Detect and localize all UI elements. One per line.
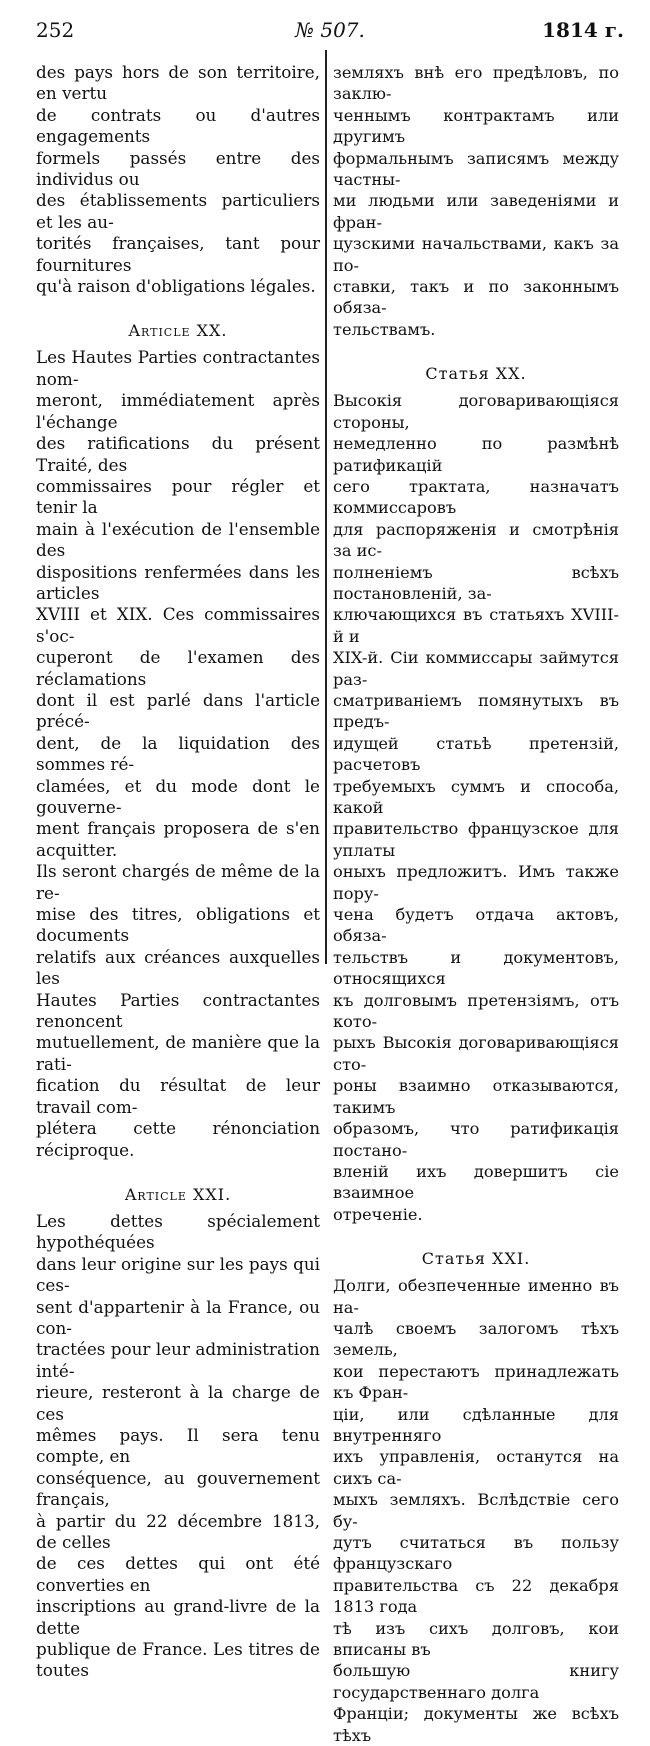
russian-article-21-heading: Статья XXI. [421, 1249, 531, 1269]
year: 1814 г. [542, 18, 624, 42]
document-number: № 507. [295, 18, 365, 42]
russian-article-20-body: Высокія договаривающіяся стороны, немедленно по размѣнѣ ратификацій сего трактата, назначатъ коммиссаровъ для распоряженія и смотрѣнія за ис- полненіемъ всѣхъ постановленій, за- ключающихся въ статьяхъ XVIII-й и XIX-й. Сіи коммиссары займутся раз- сматриваніемъ помянутыхъ въ предъ- идущей статьѣ претензій, расчетовъ требуемыхъ суммъ и способа, какой правительство французское для уплаты оныхъ предложитъ. Имъ также пору- чена будетъ отдача актовъ, обяза- тельствъ и документовъ, относящихся къ долговымъ претензіямъ, отъ кото- рыхъ Высокія договаривающіяся сто- роны взаимно отказываются, такимъ образомъ, что ратификація постано- вленій ихъ довершитъ сіе взаимное отреченіе. [333, 391, 619, 1224]
russian-article-20-heading: Статья XX. [425, 364, 527, 384]
french-article-20-body: Les Hautes Parties contractantes nom- meront, immédiatement après l'échange des ratifications du présent Traité, des commissaires pour régler et tenir la main à l'exécution de l'ensemble des dispositions renfermées dans les articles XVIII et XIX. Ces commissaires s'oc- cuperont de l'examen des réclamations dont il est parlé dans l'article précé- dent, de la liquidation des sommes ré- clamées, et du mode dont le gouverne- ment français proposera de s'en acquitter. Ils seront chargés de même de la re- mise des titres, obligations et documents relatifs aux créances auxquelles les Hautes Parties contractantes renoncent mutuellement, de manière que la rati- fication du résultat de leur travail com- plétera cette rénonciation réciproque. [36, 347, 320, 1160]
french-intro-paragraph: des pays hors de son territoire, en vertu de contrats ou d'autres engagements formels passés entre des individus ou des établissements particuliers et les au- torités françaises, tant pour fournitures qu'à raison d'obligations légales. [36, 62, 320, 297]
column-divider [325, 50, 327, 964]
french-article-21-heading: Article XXI. [124, 1184, 232, 1204]
french-article-20-heading: Article XX. [128, 321, 228, 341]
page-header [36, 10, 624, 46]
french-column [36, 62, 320, 1682]
french-article-21-body: Les dettes spécialement hypothéquées dans leur origine sur les pays qui ces- sent d'appartenir à la France, ou con- tractées pour leur administration inté- rieure, resteront à la charge de ces mêmes pays. Il sera tenu compte, en conséquence, au gouvernement français, à partir du 22 décembre 1813, de celles de ces dettes qui ont été converties en inscriptions au grand-livre de la dette publique de France. Les titres de toutes [36, 1210, 320, 1681]
page-number: 252 [36, 18, 75, 42]
russian-column [333, 62, 619, 1746]
russian-article-21-body: Долги, обезпеченные именно въ на- чалѣ своемъ залогомъ тѣхъ земель, кои перестаютъ принадлежать къ Фран- ціи, или сдѣланные для внутренняго ихъ управленія, останутся на сихъ са- мыхъ земляхъ. Вслѣдствіе сего бу- дутъ считаться въ пользу французскаго правительства съ 22 декабря 1813 года тѣ изъ сихъ долговъ, кои вписаны въ большую книгу государственнаго долга Франціи; документы же всѣхъ тѣхъ [333, 1276, 619, 1745]
russian-intro-paragraph: земляхъ внѣ его предѣловъ, по заклю- ченнымъ контрактамъ или другимъ формальнымъ записямъ между частны- ми людьми или заведеніями и фран- цузскими начальствами, какъ за по- ставки, такъ и по законнымъ обяза- тельствамъ. [333, 63, 619, 339]
